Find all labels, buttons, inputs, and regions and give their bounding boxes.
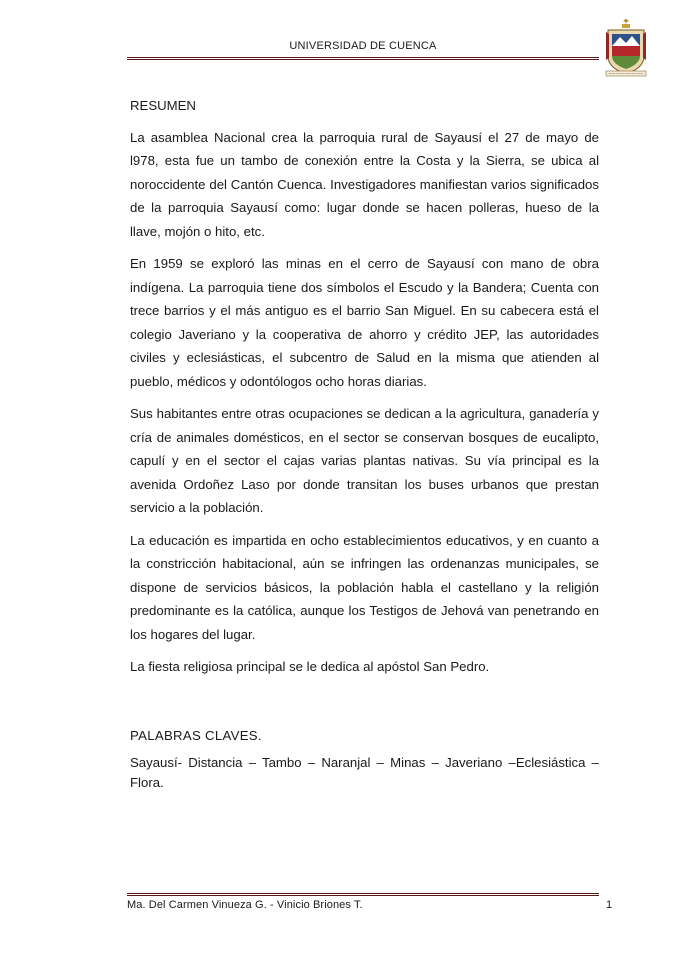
keywords-list: Sayausí- Distancia – Tambo – Naranjal – Minas – Javeriano –Eclesiástica – Flora. bbox=[130, 755, 599, 790]
document-body bbox=[130, 94, 599, 793]
page-number: 1 bbox=[606, 899, 613, 911]
university-crest-icon bbox=[604, 16, 648, 78]
footer-rule bbox=[127, 893, 599, 896]
paragraph-4: La educación es impartida en ocho establecimientos educativos, y en cuanto a la constricción habitacional, aún se infringen las ordenanzas municipales, se dispone de servicios básicos, la población habla el castellano y la religión predominante es la católica, aunque los Testigos de Jehová van penetrando en los hogares del lugar. bbox=[130, 532, 599, 642]
paragraph-1: La asamblea Nacional crea la parroquia rural de Sayausí el 27 de mayo de l978, esta fue un tambo de conexión entre la Costa y la Sierra, se ubica al noroccidente del Cantón Cuenca. Investigadores manifiestan varios significados de la parroquia Sayausí como: lugar donde se hacen polleras, hueso de la llave, mojón o hito, etc. bbox=[130, 129, 599, 239]
paragraph-3: Sus habitantes entre otras ocupaciones se dedican a la agricultura, ganadería y cría de animales domésticos, en el sector se conservan bosques de eucalipto, capulí y en el sector el cajas varias plantas nativas. Su vía principal es la avenida Ordoñez Laso por donde transitan los buses urbanos que prestan servicio a la población. bbox=[130, 406, 599, 515]
page-header-title: UNIVERSIDAD DE CUENCA bbox=[289, 40, 437, 52]
keywords-heading: PALABRAS CLAVES. bbox=[130, 727, 262, 743]
header-rule bbox=[127, 57, 599, 60]
paragraph-2: En 1959 se exploró las minas en el cerro de Sayausí con mano de obra indígena. La parroquia tiene dos símbolos el Escudo y la Bandera; Cuenta con trece barrios y el más antiguo es el barrio San Miguel. En su cabecera está el colegio Javeriano y la cooperativa de ahorro y crédito JEP, las autoridades civiles y eclesiásticas, el subcentro de Salud en la misma que atienden al pueblo, médicos y odontólogos ocho horas diarias. bbox=[130, 256, 599, 389]
paragraph-5: La fiesta religiosa principal se le dedica al apóstol San Pedro. bbox=[130, 659, 490, 674]
footer-author: Ma. Del Carmen Vinueza G. - Vinicio Briones T. bbox=[127, 899, 363, 911]
section-spacer bbox=[130, 688, 599, 724]
section-heading: RESUMEN bbox=[130, 98, 196, 113]
